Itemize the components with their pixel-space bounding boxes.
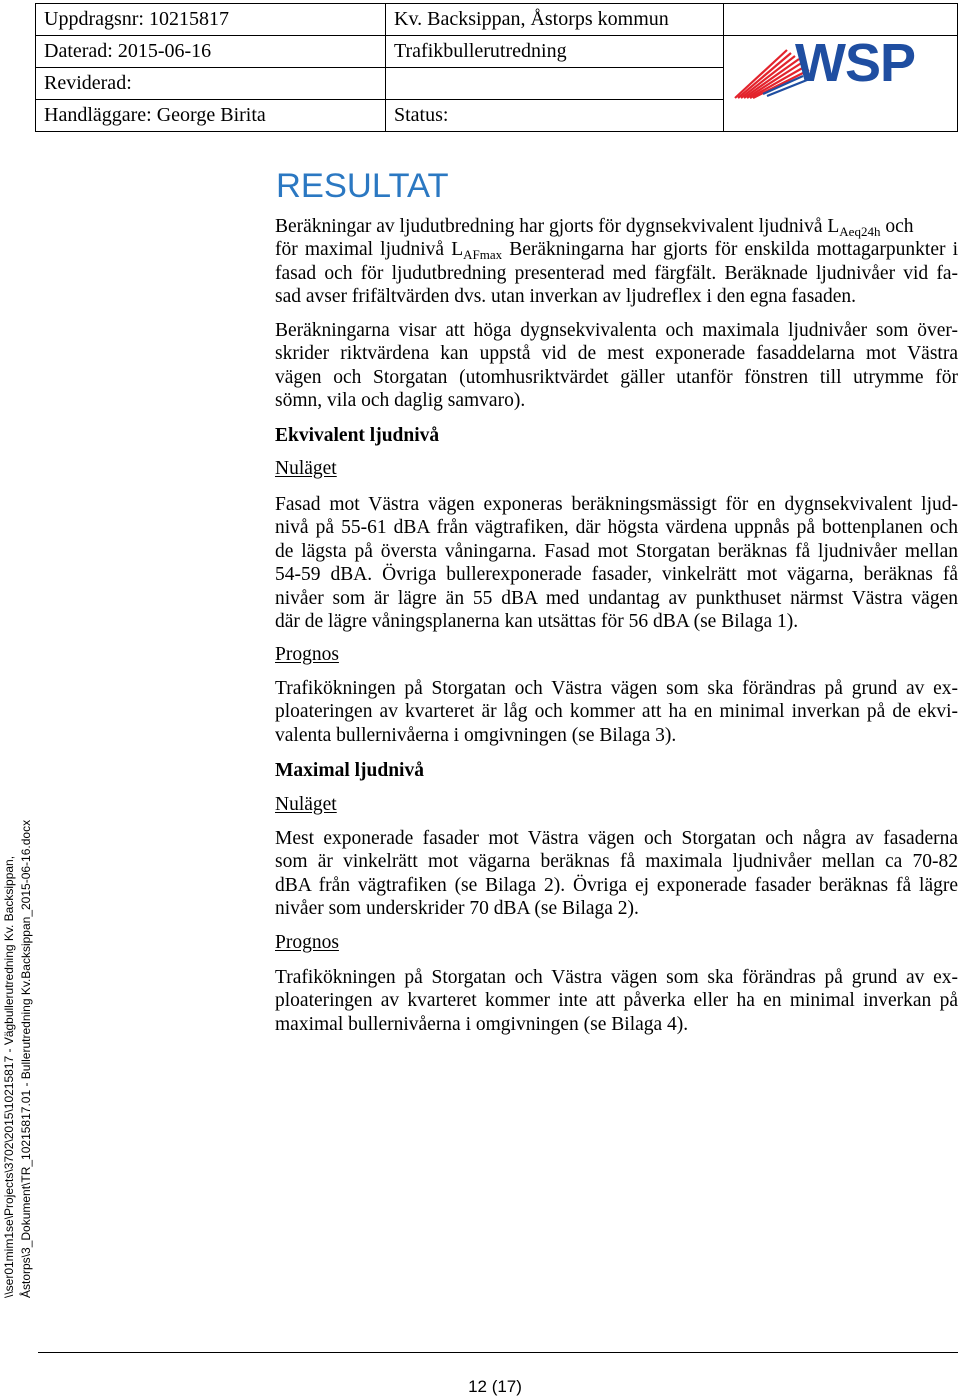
date-cell: [36, 36, 386, 68]
text-line: Mest exponerade fasader mot Västra vägen och Storgatan och några av fasaderna: [275, 828, 958, 849]
text-line: nivå på 55-61 dBA från vägtrafiken, där högsta värdena uppnås på bottenplanen och: [275, 517, 958, 539]
subsection-label-forecast: [275, 643, 958, 666]
text-line: valenta bullernivåerna i omgivningen (se Bilaga 3).: [275, 724, 677, 746]
text-line: 54-59 dBA. Övriga bullerexponerade fasader, vinkelrätt mot vägarna, beräknas få: [275, 564, 958, 586]
text-run: Beräkningar av ljudutbredning har gjorts för dygnsekvivalent ljudnivå L: [275, 216, 840, 237]
subscript: Aeq24h: [839, 224, 881, 239]
status-label: Status:: [394, 104, 449, 126]
status-cell: [386, 100, 724, 132]
text-line: fasad och för ljudutbredning presenterad med färgfält. Beräknade ljudnivåer vid fa-: [275, 262, 958, 284]
assignment-number-value: 10215817: [148, 8, 229, 30]
subsection-label: Nuläget: [275, 458, 337, 479]
wsp-logo-wordmark: WSP: [795, 36, 916, 93]
text-line: nivåer som underskrider 70 dBA (se Bilaga 2).: [275, 898, 639, 920]
project-name-cell: [386, 4, 724, 36]
subsection-label: Nuläget: [275, 794, 337, 815]
text-line: dBA från vägtrafiken (se Bilaga 2). Övriga ej exponerade fasader beräknas få lägre: [275, 874, 958, 896]
intro-paragraph: [275, 215, 958, 309]
text-run: och: [880, 216, 914, 237]
file-path-line-1: \\ser01mim1se\Projects\3702\2015\10215817 - Vägbullerutredning Kv. Backsippan,: [2, 855, 16, 1298]
text-line: Beräkningarna visar att höga dygnsekvivalenta och maximala ljudnivåer som över-: [275, 320, 958, 341]
subsection-label-current: [275, 457, 958, 480]
date-value: 2015-06-16: [117, 40, 212, 62]
case-officer-label: Handläggare:: [44, 104, 152, 126]
text-line: sad avser frifältvärden dvs. utan inverkan av ljudreflex i den egna fasaden.: [275, 286, 856, 308]
section-heading-equivalent: Ekvivalent ljudnivå: [275, 425, 440, 446]
revised-cell: [36, 68, 386, 100]
subsection-label: Prognos: [275, 644, 339, 665]
subsection-label-forecast: [275, 931, 958, 954]
text-run: Beräkningarna har gjorts för enskilda mottagarpunkter i: [502, 239, 958, 261]
section-heading-maximum: Maximal ljudnivå: [275, 760, 424, 781]
text-line: nivåer som är lägre än 55 dBA med undantag av punkthuset närmst Västra vägen: [275, 587, 958, 609]
text-line: ploateringen av kvarteret är låg och kommer att ha en minimal inverkan på de ekvi-: [275, 701, 958, 723]
case-officer-value: George Birita: [156, 104, 266, 126]
subscript: AFmax: [463, 247, 503, 263]
equivalent-forecast-paragraph: [275, 677, 958, 747]
assignment-number-cell: [36, 4, 386, 36]
equivalent-current-paragraph: [275, 493, 958, 633]
text-line: som är vinkelrätt mot vägarna beräknas få maximala ljudnivåer mellan ca 70-82: [275, 851, 958, 873]
file-path-line-2: Åstorps\3_Dokument\TR_10215817.01 - Bullerutredning Kv.Backsippan_2015-06-16.docx: [19, 819, 33, 1298]
text-line: skrider riktvärdena kan uppstå vid de mest exponerade fasaddelarna mot Västra: [275, 343, 958, 365]
text-line: Trafikökningen på Storgatan och Västra vägen som ska förändras på grund av ex-: [275, 678, 958, 699]
case-officer-cell: [36, 100, 386, 132]
header-empty-cell: [724, 4, 958, 36]
report-type: Trafikbullerutredning: [394, 40, 567, 62]
report-type-cell: [386, 36, 724, 68]
text-run: för maximal ljudnivå L: [275, 239, 464, 261]
assignment-number-label: Uppdragsnr:: [44, 8, 144, 30]
page-number: 12 (17): [468, 1377, 522, 1396]
text-line: ploateringen av kvarteret kommer inte att påverka eller ha en minimal inverkan på: [275, 990, 958, 1012]
project-name: Kv. Backsippan, Åstorps kommun: [394, 8, 669, 30]
text-line: maximal bullernivåerna i omgivningen (se Bilaga 4).: [275, 1013, 689, 1035]
revised-label: Reviderad:: [44, 72, 132, 94]
maximum-current-paragraph: [275, 827, 958, 921]
subsection-label-current: [275, 793, 958, 816]
maximum-forecast-paragraph: [275, 966, 958, 1036]
header-blank-cell: [386, 68, 724, 100]
footer-divider: [38, 1352, 958, 1353]
text-line: vägen och Storgatan (utomhusriktvärdet gäller utanför fönstren till utrymme för: [275, 366, 958, 388]
section-title: RESULTAT: [276, 167, 449, 205]
subsection-label: Prognos: [275, 932, 339, 953]
text-line: där de lägre våningsplanerna kan utsättas för 56 dBA (se Bilaga 1).: [275, 611, 799, 633]
text-line: [275, 215, 958, 238]
date-label: Daterad:: [44, 40, 113, 62]
file-path-margin-text: [1, 820, 35, 1298]
text-line: Fasad mot Västra vägen exponeras beräkningsmässigt för en dygnsekvivalent ljud-: [275, 494, 958, 515]
text-line: sömn, vila och daglig samvaro).: [275, 390, 526, 412]
wsp-logo: [733, 36, 928, 102]
text-line: [275, 238, 958, 261]
summary-paragraph: [275, 319, 958, 413]
text-line: Trafikökningen på Storgatan och Västra vägen som ska förändras på grund av ex-: [275, 967, 958, 988]
text-line: de lägsta på översta våningarna. Fasad mot Storgatan beräknas få ljudnivåer mellan: [275, 540, 958, 562]
